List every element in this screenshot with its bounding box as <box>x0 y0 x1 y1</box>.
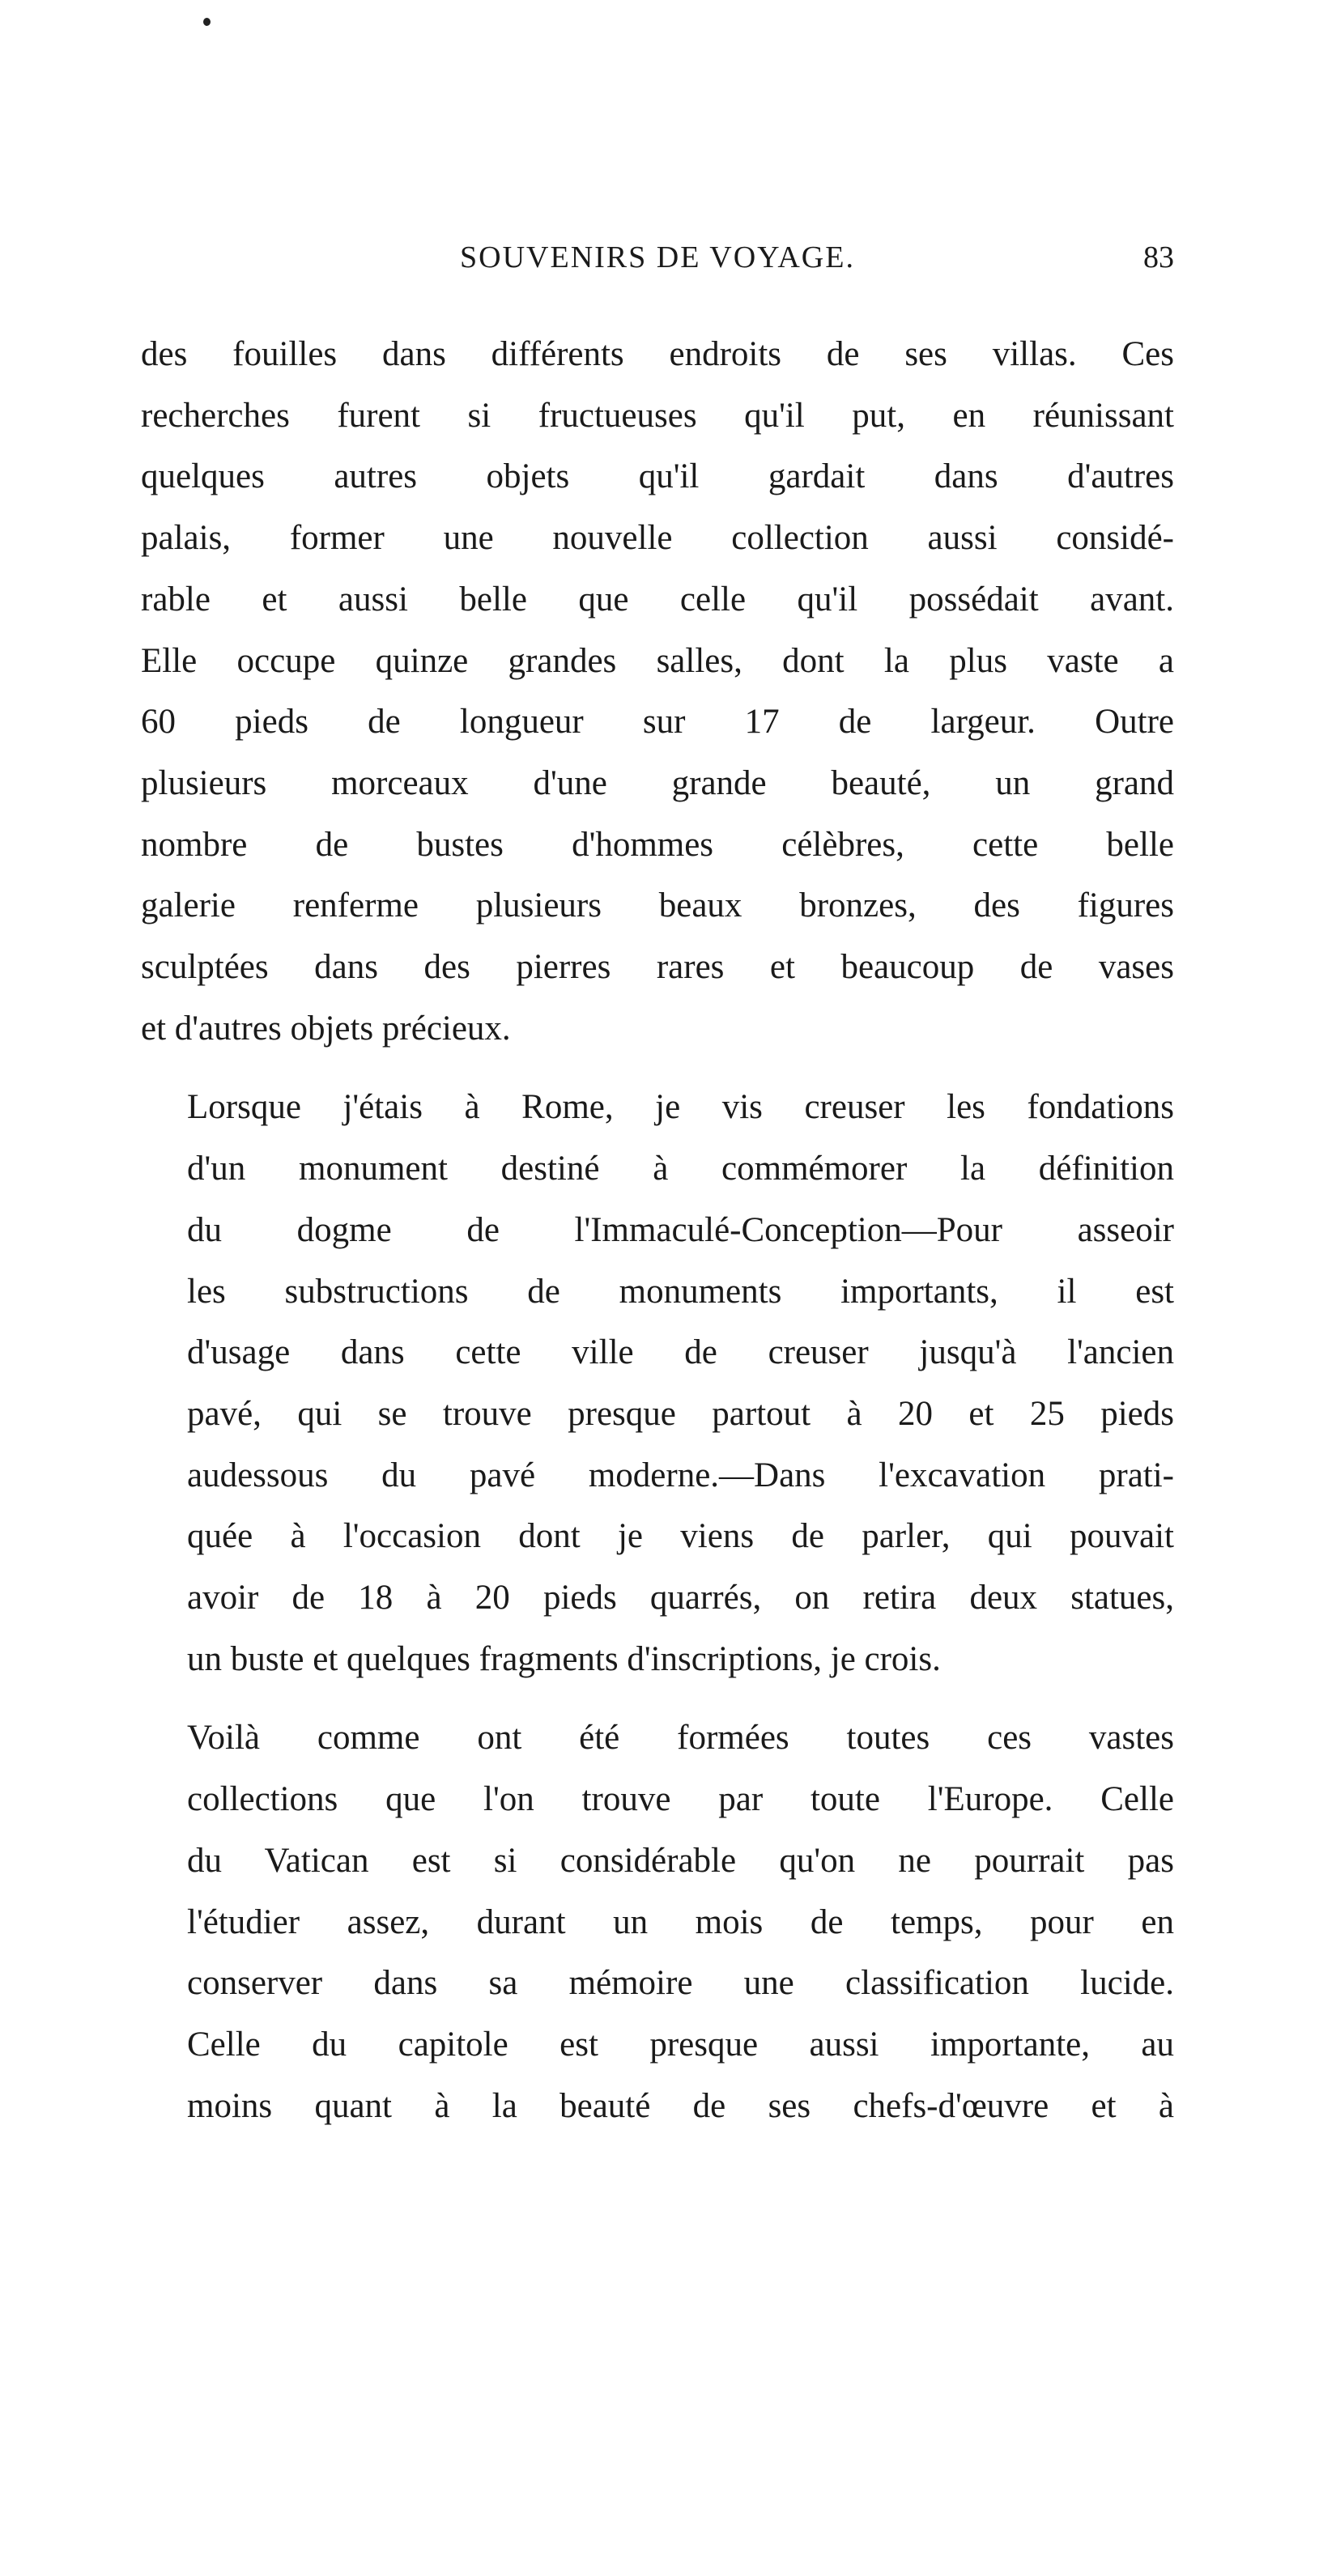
paragraph-3 <box>141 1707 1174 2136</box>
text-line: et d'autres objets précieux. <box>141 1009 511 1048</box>
text-line: quée à l'occasion dont je viens de parler, qui pouvait <box>187 1517 1174 1556</box>
paragraph-1 <box>141 324 1174 1059</box>
ink-speck <box>203 18 211 26</box>
text-line: nombre de bustes d'hommes célèbres, cette belle <box>141 825 1174 864</box>
text-line: 60 pieds de longueur sur 17 de largeur. Outre <box>141 703 1174 742</box>
paragraph-2 <box>141 1077 1174 1690</box>
page-number: 83 <box>1143 240 1174 274</box>
text-line: rable et aussi belle que celle qu'il possédait avant. <box>141 580 1174 618</box>
text-line: un buste et quelques fragments d'inscriptions, je crois. <box>187 1639 941 1678</box>
text-line: sculptées dans des pierres rares et beaucoup de vases <box>141 948 1174 987</box>
text-line: des fouilles dans différents endroits de ses villas. Ces <box>141 335 1174 373</box>
text-line: moins quant à la beauté de ses chefs-d'œuvre et à <box>187 2086 1174 2125</box>
text-line: galerie renferme plusieurs beaux bronzes, des figures <box>141 886 1174 925</box>
text-line: d'usage dans cette ville de creuser jusqu'à l'ancien <box>187 1333 1174 1372</box>
text-line: d'un monument destiné à commémorer la définition <box>187 1150 1174 1188</box>
text-line: recherches furent si fructueuses qu'il put, en réunissant <box>141 396 1174 435</box>
text-line: du Vatican est si considérable qu'on ne pourrait pas <box>187 1841 1174 1880</box>
text-line: du dogme de l'Immaculé-Conception—Pour asseoir <box>187 1210 1174 1249</box>
text-line: pavé, qui se trouve presque partout à 20 et 25 pieds <box>187 1394 1174 1433</box>
running-title: SOUVENIRS DE VOYAGE. <box>460 240 855 274</box>
text-line: Elle occupe quinze grandes salles, dont la plus vaste a <box>141 641 1174 680</box>
text-line: Lorsque j'étais à Rome, je vis creuser les fondations <box>187 1088 1174 1127</box>
text-line: palais, former une nouvelle collection aussi considé- <box>141 519 1174 558</box>
text-line: audessous du pavé moderne.—Dans l'excavation prati- <box>187 1456 1174 1494</box>
text-line: quelques autres objets qu'il gardait dans d'autres <box>141 457 1174 496</box>
text-line: l'étudier assez, durant un mois de temps, pour en <box>187 1902 1174 1941</box>
running-head <box>141 233 1174 282</box>
text-line: Voilà comme ont été formées toutes ces vastes <box>187 1719 1174 1758</box>
text-line: conserver dans sa mémoire une classification lucide. <box>187 1964 1174 2003</box>
text-line: plusieurs morceaux d'une grande beauté, un grand <box>141 763 1174 802</box>
text-line: les substructions de monuments importants, il est <box>187 1272 1174 1311</box>
body-text <box>141 324 1174 2136</box>
text-line: collections que l'on trouve par toute l'Europe. Celle <box>187 1780 1174 1819</box>
text-line: avoir de 18 à 20 pieds quarrés, on retira deux statues, <box>187 1579 1174 1617</box>
text-line: Celle du capitole est presque aussi importante, au <box>187 2025 1174 2064</box>
